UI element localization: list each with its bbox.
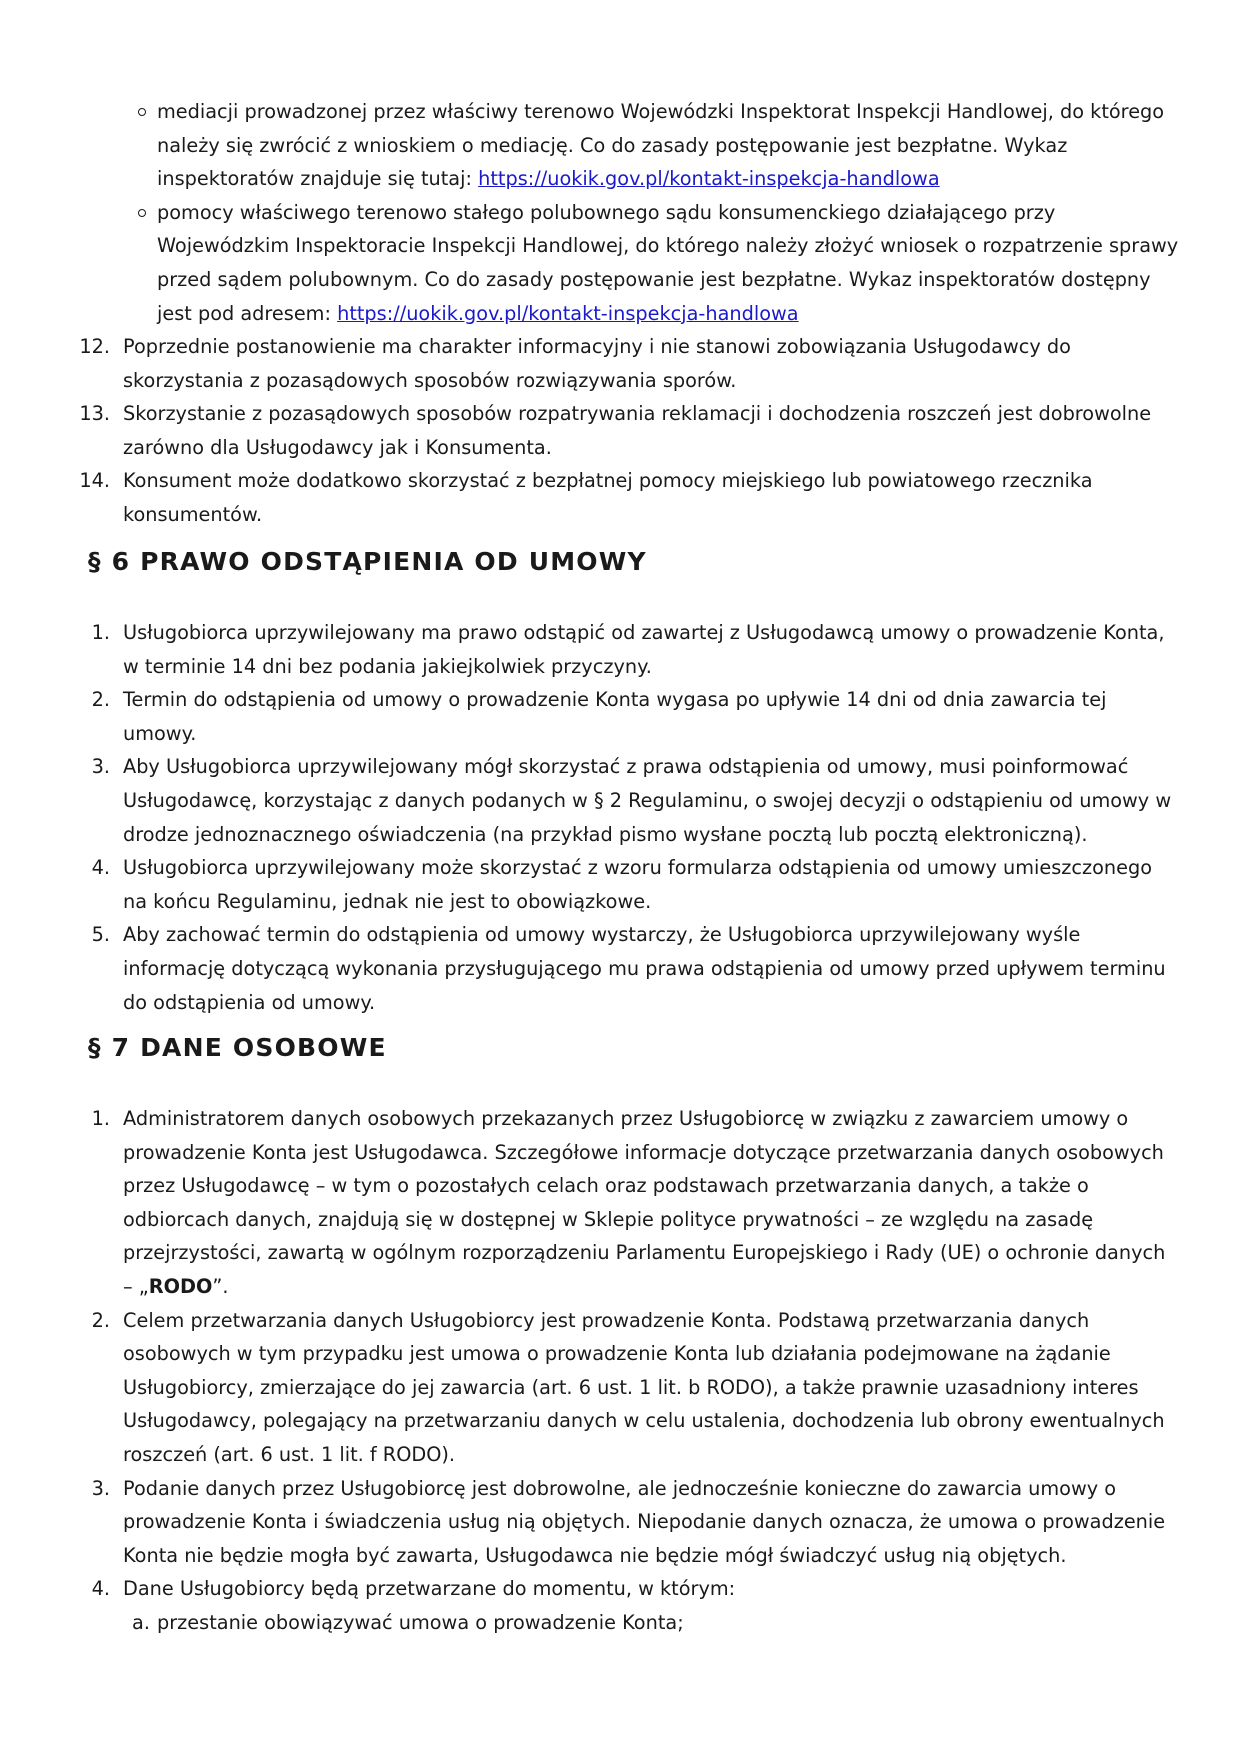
bullet-line-prefix: inspektoratów znajduje się tutaj: (157, 167, 479, 191)
list-item (0, 1102, 1240, 1304)
item-line: Skorzystanie z pozasądowych sposobów rozpatrywania reklamacji i dochodzenia roszczeń jest dobrowolne (123, 402, 1152, 426)
item-line: w terminie 14 dni bez podania jakiejkolwiek przyczyny. (123, 654, 652, 678)
sub-list-item (0, 1606, 1240, 1640)
item-line: zarówno dla Usługodawcy jak i Konsumenta. (123, 435, 552, 459)
item-line: Poprzednie postanowienie ma charakter informacyjny i nie stanowi zobowiązania Usługodawcy do (123, 335, 1071, 358)
item-line: Usługodawcy, polegający na przetwarzaniu danych w celu ustalenia, dochodzenia lub obrony ewentualnych (123, 1409, 1165, 1433)
list-item (0, 1472, 1240, 1573)
item-line: prowadzenie Konta i świadczenia usług nią objętych. Niepodanie danych oznacza, że umowa o prowadzenie (123, 1510, 1166, 1534)
item-line: Konta nie będzie mogła być zawarta, Usługodawca nie będzie mógł świadczyć usług nią objętych. (123, 1543, 1067, 1567)
bullet-line: mediacji prowadzonej przez właściwy terenowo Wojewódzki Inspektorat Inspekcji Handlowej, do którego (157, 100, 1165, 123)
item-number: 2. (91, 688, 110, 712)
list-item (0, 330, 1240, 397)
item-line: Celem przetwarzania danych Usługobiorcy jest prowadzenie Konta. Podstawą przetwarzania danych (123, 1308, 1090, 1332)
list-item (0, 750, 1240, 851)
item-line: drodze jednoznacznego oświadczenia (na przykład pismo wysłane pocztą lub pocztą elektroniczną). (123, 822, 1088, 846)
item-number: 3. (91, 755, 110, 779)
item-line: przez Usługodawcę – w tym o pozostałych celach oraz podstawach przetwarzania danych, a także o (123, 1174, 1089, 1198)
rodo-prefix: – „ (123, 1274, 149, 1298)
item-line: Termin do odstąpienia od umowy o prowadzenie Konta wygasa po upływie 14 dni od dnia zawarcia tej (123, 688, 1107, 712)
inspection-link[interactable]: https://uokik.gov.pl/kontakt-inspekcja-handlowa (478, 167, 940, 191)
item-number: 2. (91, 1308, 110, 1332)
bullet-line: pomocy właściwego terenowo stałego polubownego sądu konsumenckiego działającego przy (157, 200, 1056, 224)
item-number: 12. (79, 335, 110, 358)
inspection-link[interactable]: https://uokik.gov.pl/kontakt-inspekcja-handlowa (337, 301, 799, 325)
item-line: konsumentów. (123, 502, 263, 526)
item-line: Aby zachować termin do odstąpienia od umowy wystarczy, że Usługobiorca uprzywilejowany wyśle (123, 923, 1081, 947)
list-item (0, 918, 1240, 1019)
item-number: 5. (91, 923, 110, 947)
bullet-list (0, 95, 1240, 330)
item-line: Aby Usługobiorca uprzywilejowany mógł skorzystać z prawa odstąpienia od umowy, musi poinformować (123, 755, 1129, 779)
item-line: Dane Usługobiorcy będą przetwarzane do momentu, w którym: (123, 1577, 736, 1601)
list-item (0, 616, 1240, 683)
list-item (0, 851, 1240, 918)
bullet-line: przed sądem polubownym. Co do zasady postępowanie jest bezpłatne. Wykaz inspektoratów dostępny (157, 267, 1151, 291)
bullet-line (157, 297, 799, 331)
item-line (123, 1270, 229, 1304)
list-item (0, 464, 1240, 531)
sub-item-marker: a. (132, 1610, 150, 1634)
item-line: Konsument może dodatkowo skorzystać z bezpłatnej pomocy miejskiego lub powiatowego rzecznika (123, 469, 1093, 493)
item-line: odbiorcach danych, znajdują się w dostępnej w Sklepie polityce prywatności – ze względu na zasadę (123, 1207, 1094, 1231)
item-line: osobowych w tym przypadku jest umowa o prowadzenie Konta lub działania podejmowane na żądanie (123, 1342, 1111, 1366)
item-number: 3. (91, 1476, 110, 1500)
item-number: 14. (79, 469, 110, 493)
item-line: na końcu Regulaminu, jednak nie jest to obowiązkowe. (123, 889, 652, 913)
bullet-line-prefix: jest pod adresem: (157, 301, 338, 325)
item-number: 4. (91, 1577, 110, 1601)
item-number: 4. (91, 856, 110, 880)
item-line: Usługodawcę, korzystając z danych podanych w § 2 Regulaminu, o swojej decyzji o odstąpieniu od umowy w (123, 788, 1172, 812)
item-line: przejrzystości, zawartą w ogólnym rozporządzeniu Parlamentu Europejskiego i Rady (UE) o ochronie danych (123, 1241, 1166, 1265)
item-line: Usługobiorcy, zmierzające do jej zawarcia (art. 6 ust. 1 lit. b RODO), a także prawnie uzasadniony interes (123, 1375, 1139, 1399)
item-line: roszczeń (art. 6 ust. 1 lit. f RODO). (123, 1442, 456, 1466)
item-line: Administratorem danych osobowych przekazanych przez Usługobiorcę w związku z zawarciem umowy o (123, 1107, 1129, 1130)
item-line: skorzystania z pozasądowych sposobów rozwiązywania sporów. (123, 368, 737, 392)
section-7-list (0, 1102, 1240, 1640)
item-line: informację dotyczącą wykonania przysługującego mu prawa odstąpienia od umowy przed upływem terminu (123, 956, 1166, 980)
section-7-heading: § 7 DANE OSOBOWE (88, 1033, 387, 1062)
item-number: 1. (91, 621, 110, 644)
list-item (0, 397, 1240, 464)
item-line: umowy. (123, 721, 197, 745)
bullet-item (0, 196, 1240, 330)
rodo-suffix: ”. (212, 1274, 229, 1298)
item-line: do odstąpienia od umowy. (123, 990, 376, 1014)
bullet-line: Wojewódzkim Inspektoracie Inspekcji Handlowej, do którego należy złożyć wniosek o rozpatrzenie sprawy (157, 234, 1179, 258)
item-line: Usługobiorca uprzywilejowany ma prawo odstąpić od zawartej z Usługodawcą umowy o prowadzenie Konta, (123, 621, 1165, 644)
item-line: Podanie danych przez Usługobiorcę jest dobrowolne, ale jednocześnie konieczne do zawarcia umowy o (123, 1476, 1117, 1500)
item-line: prowadzenie Konta jest Usługodawca. Szczegółowe informacje dotyczące przetwarzania danych osobowych (123, 1140, 1164, 1164)
list-item (0, 683, 1240, 750)
bullet-item (0, 95, 1240, 196)
section-6-heading: § 6 PRAWO ODSTĄPIENIA OD UMOWY (88, 547, 647, 576)
section-6-list (0, 616, 1240, 1019)
sub-item-line: przestanie obowiązywać umowa o prowadzenie Konta; (157, 1610, 684, 1634)
item-number: 13. (79, 402, 110, 426)
item-number: 1. (91, 1107, 110, 1130)
item-line: Usługobiorca uprzywilejowany może skorzystać z wzoru formularza odstąpienia od umowy umieszczonego (123, 856, 1153, 880)
numbered-list (0, 330, 1240, 532)
bullet-line (157, 162, 940, 196)
rodo-term: RODO (148, 1274, 213, 1298)
list-item (0, 1572, 1240, 1606)
list-item (0, 1304, 1240, 1472)
bullet-line: należy się zwrócić z wnioskiem o mediację. Co do zasady postępowanie jest bezpłatne. Wykaz (157, 133, 1068, 157)
